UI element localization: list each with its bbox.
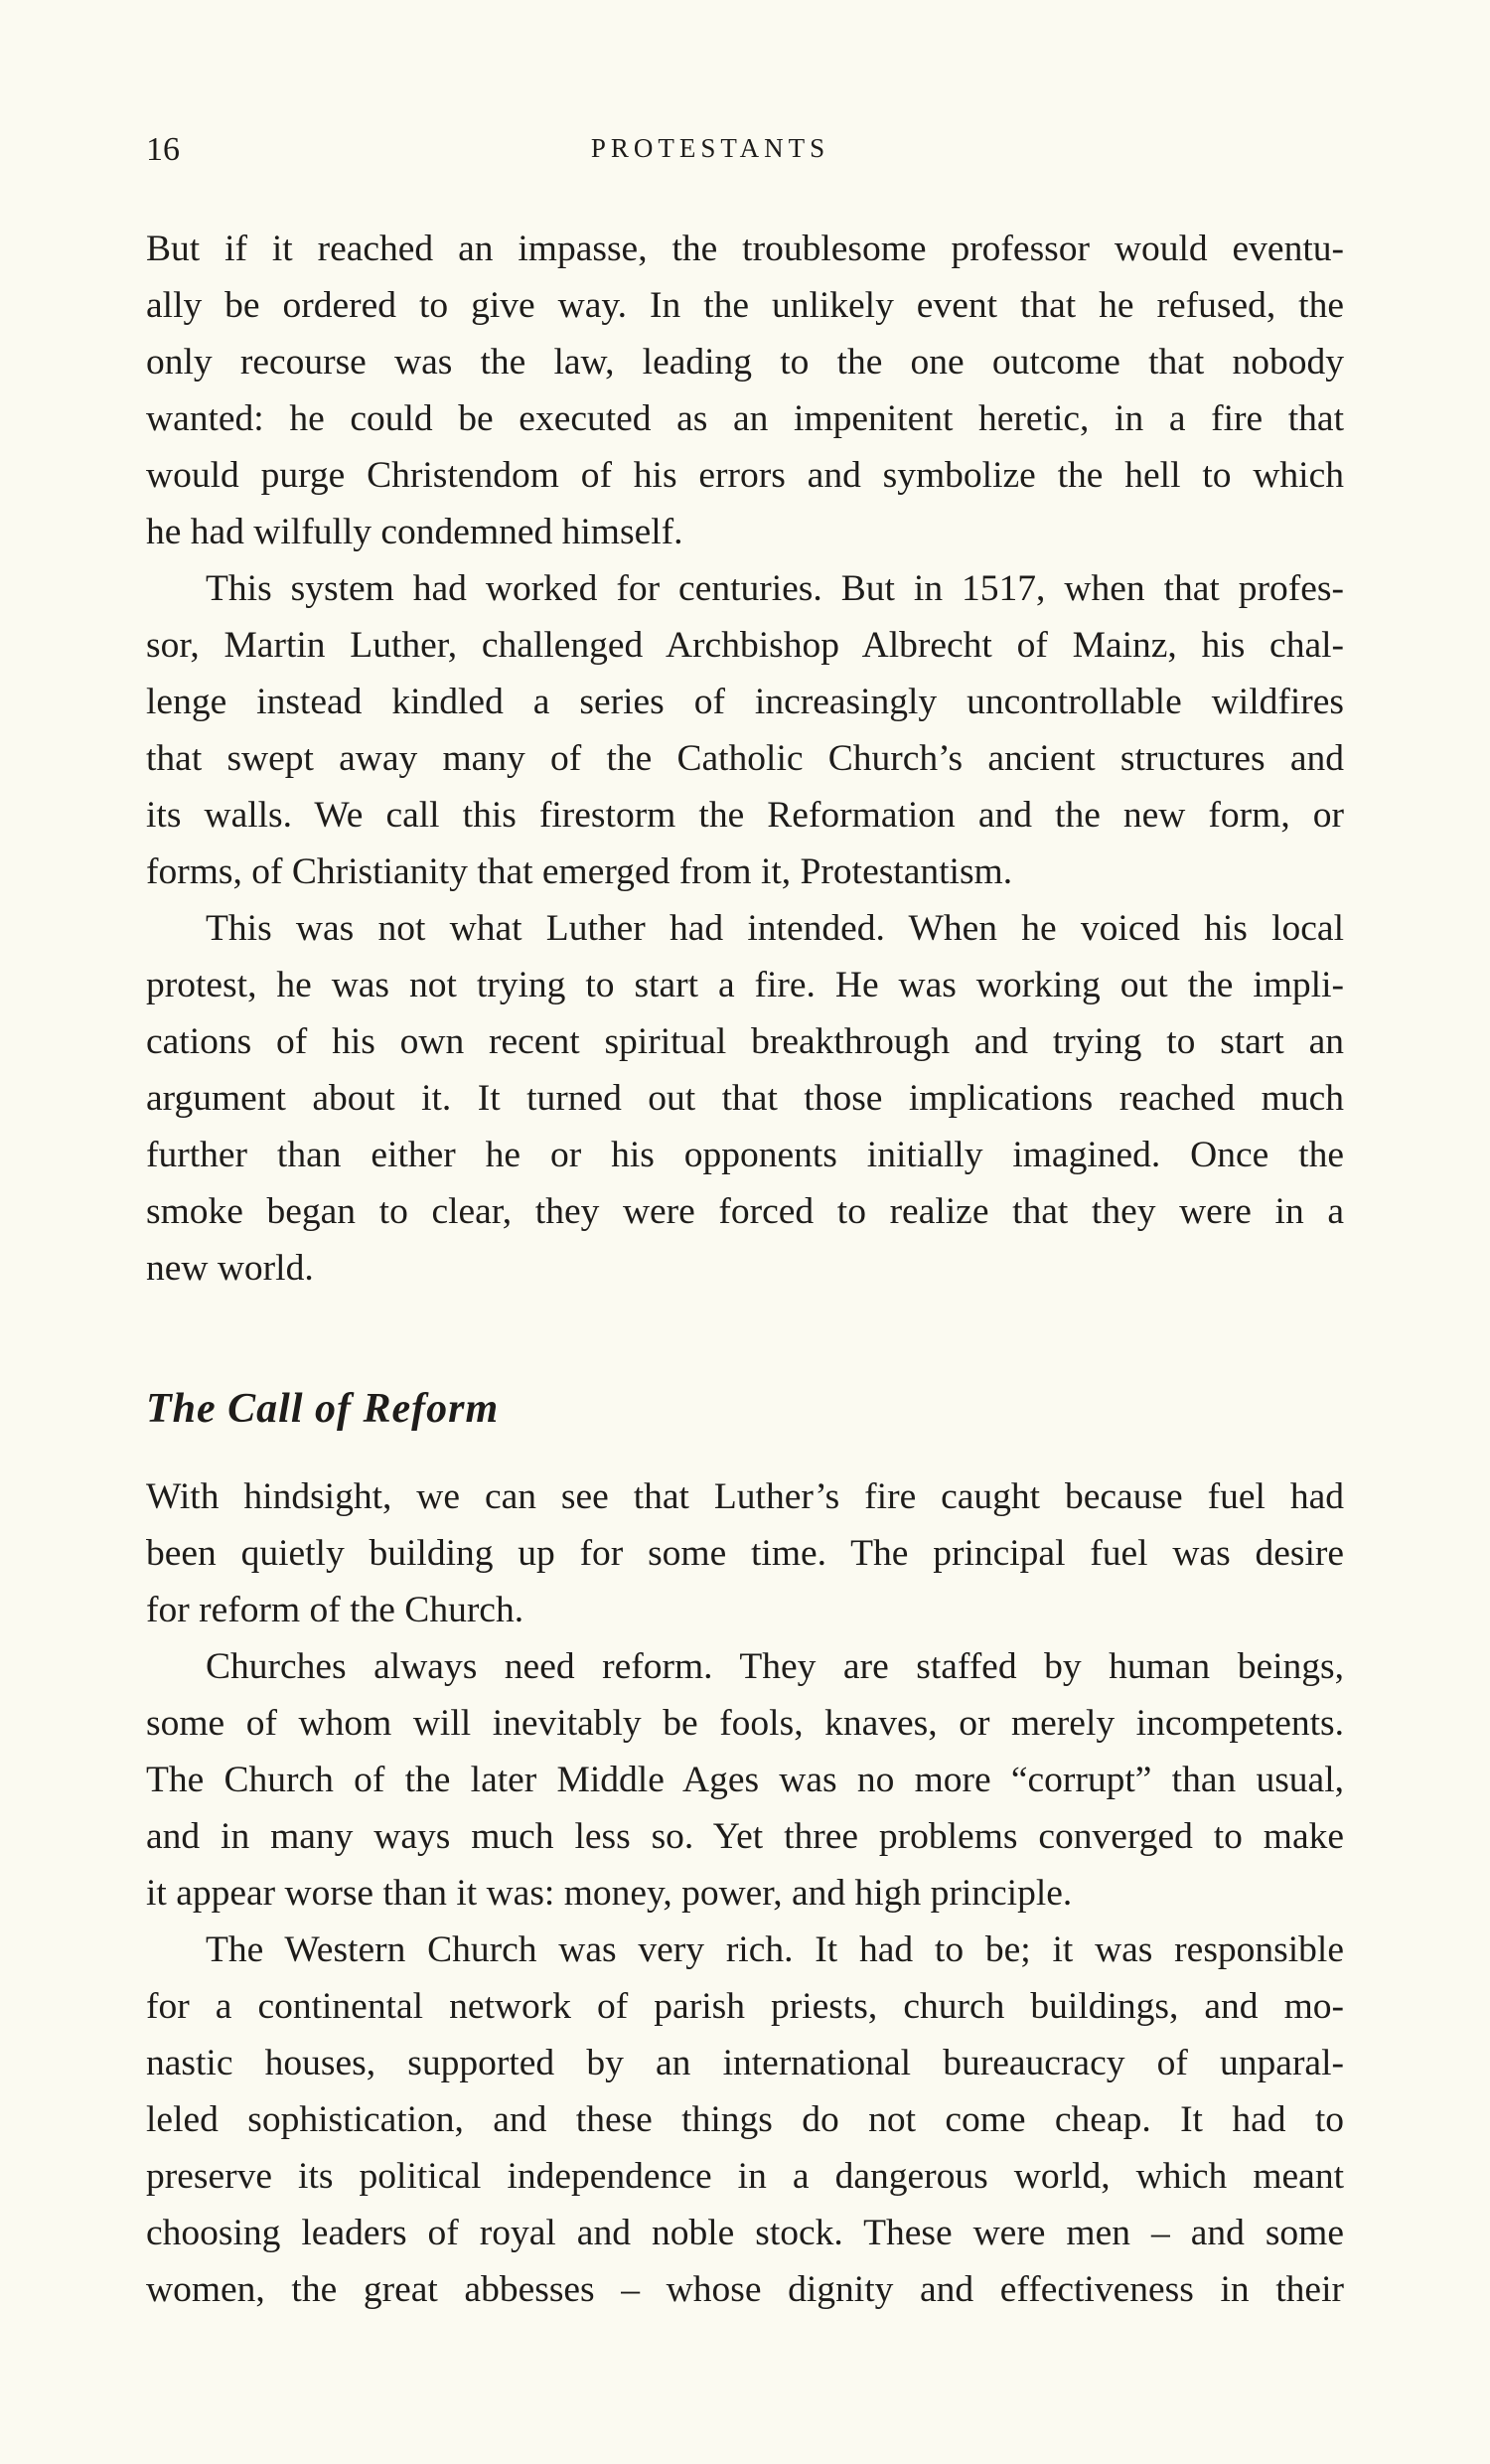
paragraph (146, 560, 1344, 900)
text-line: The Church of the later Middle Ages was no more “corrupt” than usual, (146, 1760, 1344, 1800)
page-number: 16 (146, 131, 180, 168)
text-line: With hindsight, we can see that Luther’s fire caught because fuel had (146, 1476, 1344, 1517)
text-line: choosing leaders of royal and noble stock. These were men – and some (146, 2213, 1344, 2253)
text-line: argument about it. It turned out that those implications reached much (146, 1078, 1344, 1119)
text-line: wanted: he could be executed as an impenitent heretic, in a fire that (146, 398, 1344, 439)
text-line: women, the great abbesses – whose dignity and effectiveness in their (146, 2269, 1344, 2310)
section-1-body (146, 221, 1344, 1297)
text-line: for a continental network of parish priests, church buildings, and mo- (146, 1986, 1344, 2027)
text-line: further than either he or his opponents initially imagined. Once the (146, 1135, 1344, 1175)
text-line: for reform of the Church. (146, 1590, 524, 1630)
text-line: ally be ordered to give way. In the unlikely event that he refused, the (146, 285, 1344, 326)
text-line: leled sophistication, and these things do not come cheap. It had to (146, 2099, 1344, 2140)
text-line: lenge instead kindled a series of increasingly uncontrollable wildfires (146, 682, 1344, 722)
text-line: would purge Christendom of his errors and symbolize the hell to which (146, 455, 1344, 496)
text-line: The Western Church was very rich. It had to be; it was responsible (206, 1929, 1344, 1970)
text-line: cations of his own recent spiritual breakthrough and trying to start an (146, 1021, 1344, 1062)
text-line: and in many ways much less so. Yet three problems converged to make (146, 1816, 1344, 1857)
text-line: smoke began to clear, they were forced to realize that they were in a (146, 1191, 1344, 1232)
paragraph (146, 900, 1344, 1297)
text-line: preserve its political independence in a dangerous world, which meant (146, 2156, 1344, 2197)
text-line: Churches always need reform. They are staffed by human beings, (206, 1646, 1344, 1687)
text-line: This system had worked for centuries. But in 1517, when that profes- (206, 568, 1344, 609)
section-heading: The Call of Reform (146, 1386, 500, 1432)
paragraph (146, 1468, 1344, 1638)
paragraph (146, 1638, 1344, 1922)
text-line: protest, he was not trying to start a fire. He was working out the impli- (146, 965, 1344, 1005)
paragraph (146, 1922, 1344, 2318)
paragraph (146, 221, 1344, 560)
running-header (0, 133, 1490, 164)
text-line: that swept away many of the Catholic Church’s ancient structures and (146, 738, 1344, 779)
text-line: some of whom will inevitably be fools, knaves, or merely incompetents. (146, 1703, 1344, 1744)
text-line: it appear worse than it was: money, power, and high principle. (146, 1873, 1073, 1914)
text-line: its walls. We call this firestorm the Reformation and the new form, or (146, 795, 1344, 836)
text-line: But if it reached an impasse, the troublesome professor would eventu- (146, 229, 1344, 269)
running-title: PROTESTANTS (590, 133, 830, 163)
text-line: This was not what Luther had intended. When he voiced his local (206, 908, 1344, 949)
text-line: he had wilfully condemned himself. (146, 512, 683, 552)
text-line: only recourse was the law, leading to the one outcome that nobody (146, 342, 1344, 383)
section-2-body (146, 1468, 1344, 2318)
text-line: new world. (146, 1248, 314, 1289)
text-line: sor, Martin Luther, challenged Archbishop Albrecht of Mainz, his chal- (146, 625, 1344, 666)
text-line: forms, of Christianity that emerged from it, Protestantism. (146, 851, 1013, 892)
text-line: nastic houses, supported by an international bureaucracy of unparal- (146, 2043, 1344, 2083)
text-line: been quietly building up for some time. The principal fuel was desire (146, 1533, 1344, 1574)
